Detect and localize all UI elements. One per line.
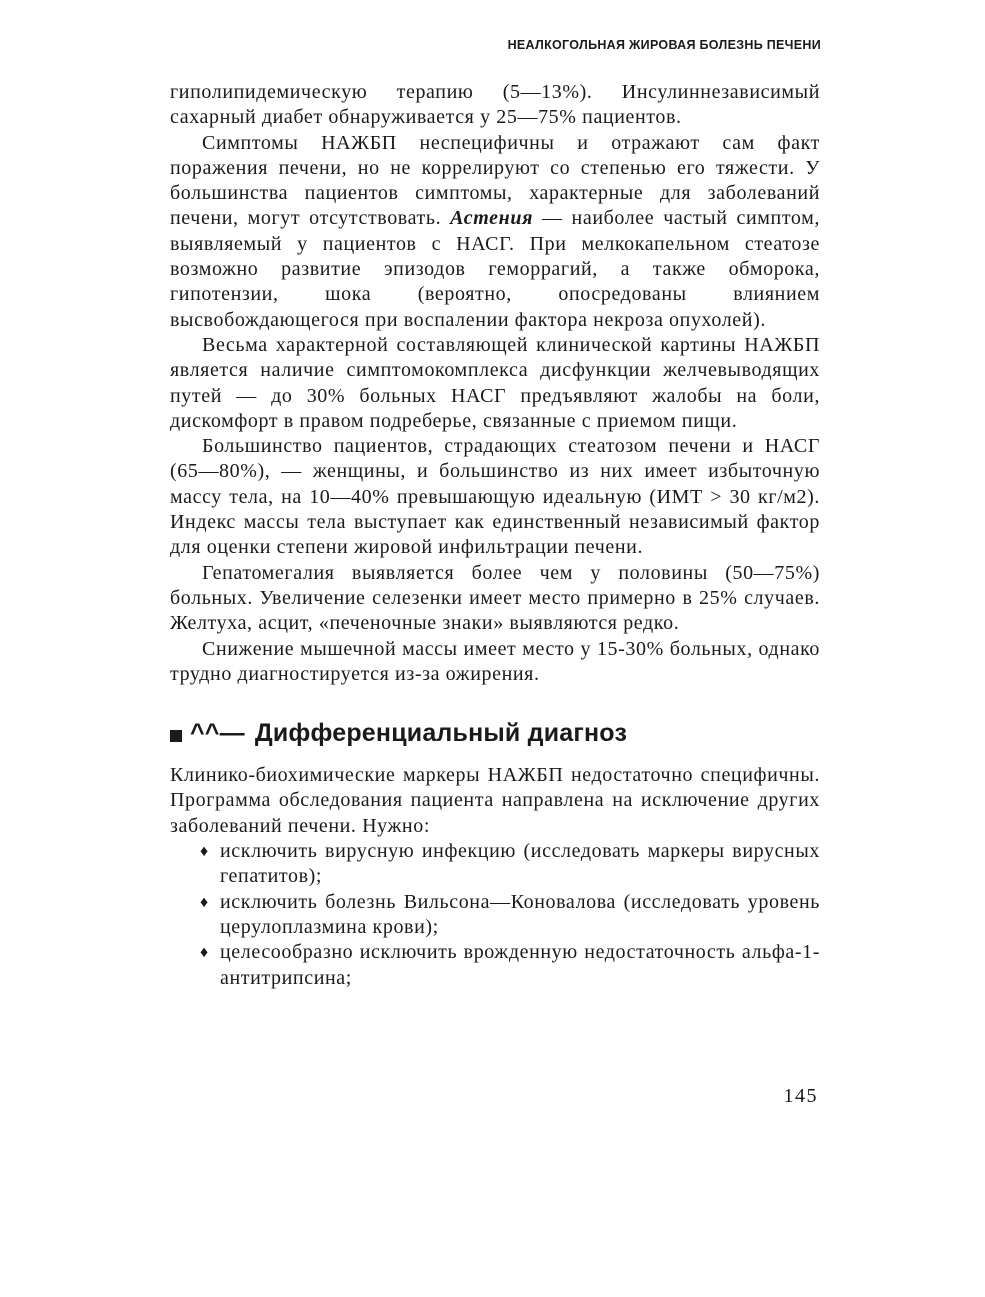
paragraph-continuation: гиполипидемическую терапию (5—13%). Инсулиннезависимый сахарный диабет обнаруживается у 25—75% пациентов. xyxy=(170,81,820,129)
list-item xyxy=(170,940,820,991)
heading-prefix: ^^— xyxy=(190,719,245,748)
section-heading xyxy=(170,717,820,749)
section-intro: Клинико-биохимические маркеры НАЖБП недостаточно специфичны. Программа обследования пациента направлена на исключение других заболеваний печени. Нужно: xyxy=(170,764,820,837)
diamond-bullet-icon: ♦ xyxy=(200,843,209,861)
diamond-bullet-icon: ♦ xyxy=(200,893,209,911)
emphasis-asthenia: Астения xyxy=(450,207,533,230)
paragraph-symptoms-start: Симптомы НАЖБП неспецифичны и отражают сам факт поражения печени, но не коррелируют со степенью его тяжести. У большинства пациентов симптомы, характерные для заболеваний печени, могут отсутствовать. xyxy=(170,131,820,230)
diamond-bullet-icon: ♦ xyxy=(200,944,209,962)
bullet-list xyxy=(170,839,820,991)
square-bullet-icon xyxy=(170,730,182,742)
paragraph-muscle-mass: Снижение мышечной массы имеет место у 15-30% больных, однако трудно диагностируется из-за ожирения. xyxy=(170,637,820,685)
section-title: Дифференциальный диагноз xyxy=(254,719,628,748)
paragraph-symptoms-end: — наиболее частый симптом, выявляемый у пациентов с НАСГ. При мелкокапельном стеатозе возможно развитие эпизодов геморрагий, а также обморока, гипотензии, шока (вероятно, опосредованы влиянием высвобождающегося при воспалении фактора некроза опухолей). xyxy=(170,207,820,331)
list-item xyxy=(170,890,820,941)
list-item xyxy=(170,839,820,890)
list-item-text: исключить вирусную инфекцию (исследовать маркеры вирусных гепатитов); xyxy=(220,840,820,888)
paragraph-symptoms xyxy=(170,131,820,333)
running-head: НЕАЛКОГОЛЬНАЯ ЖИРОВАЯ БОЛЕЗНЬ ПЕЧЕНИ xyxy=(507,38,821,52)
page-number: 145 xyxy=(783,1085,818,1107)
paragraph-hepatomegaly: Гепатомегалия выявляется более чем у половины (50—75%) больных. Увеличение селезенки имеет место примерно в 25% случаев. Желтуха, асцит, «печеночные знаки» выявляются редко. xyxy=(170,561,820,635)
list-item-text: исключить болезнь Вильсона—Коновалова (исследовать уровень церулоплазмина крови); xyxy=(220,890,820,938)
page-body xyxy=(170,80,820,991)
list-item-text: целесообразно исключить врожденную недостаточность альфа-1-антитрипсина; xyxy=(220,941,820,989)
paragraph-demographics: Большинство пациентов, страдающих стеатозом печени и НАСГ (65—80%), — женщины, и большинство из них имеет избыточную массу тела, на 10—40% превышающую идеальную (ИМТ > 30 кг/м2). Индекс массы тела выступает как единственный независимый фактор для оценки степени жировой инфильтрации печени. xyxy=(170,435,820,559)
paragraph-biliary: Весьма характерной составляющей клинической картины НАЖБП является наличие симптомокомплекса дисфункции желчевыводящих путей — до 30% больных НАСГ предъявляют жалобы на боли, дискомфорт в правом подреберье, связанные с приемом пищи. xyxy=(170,333,820,432)
